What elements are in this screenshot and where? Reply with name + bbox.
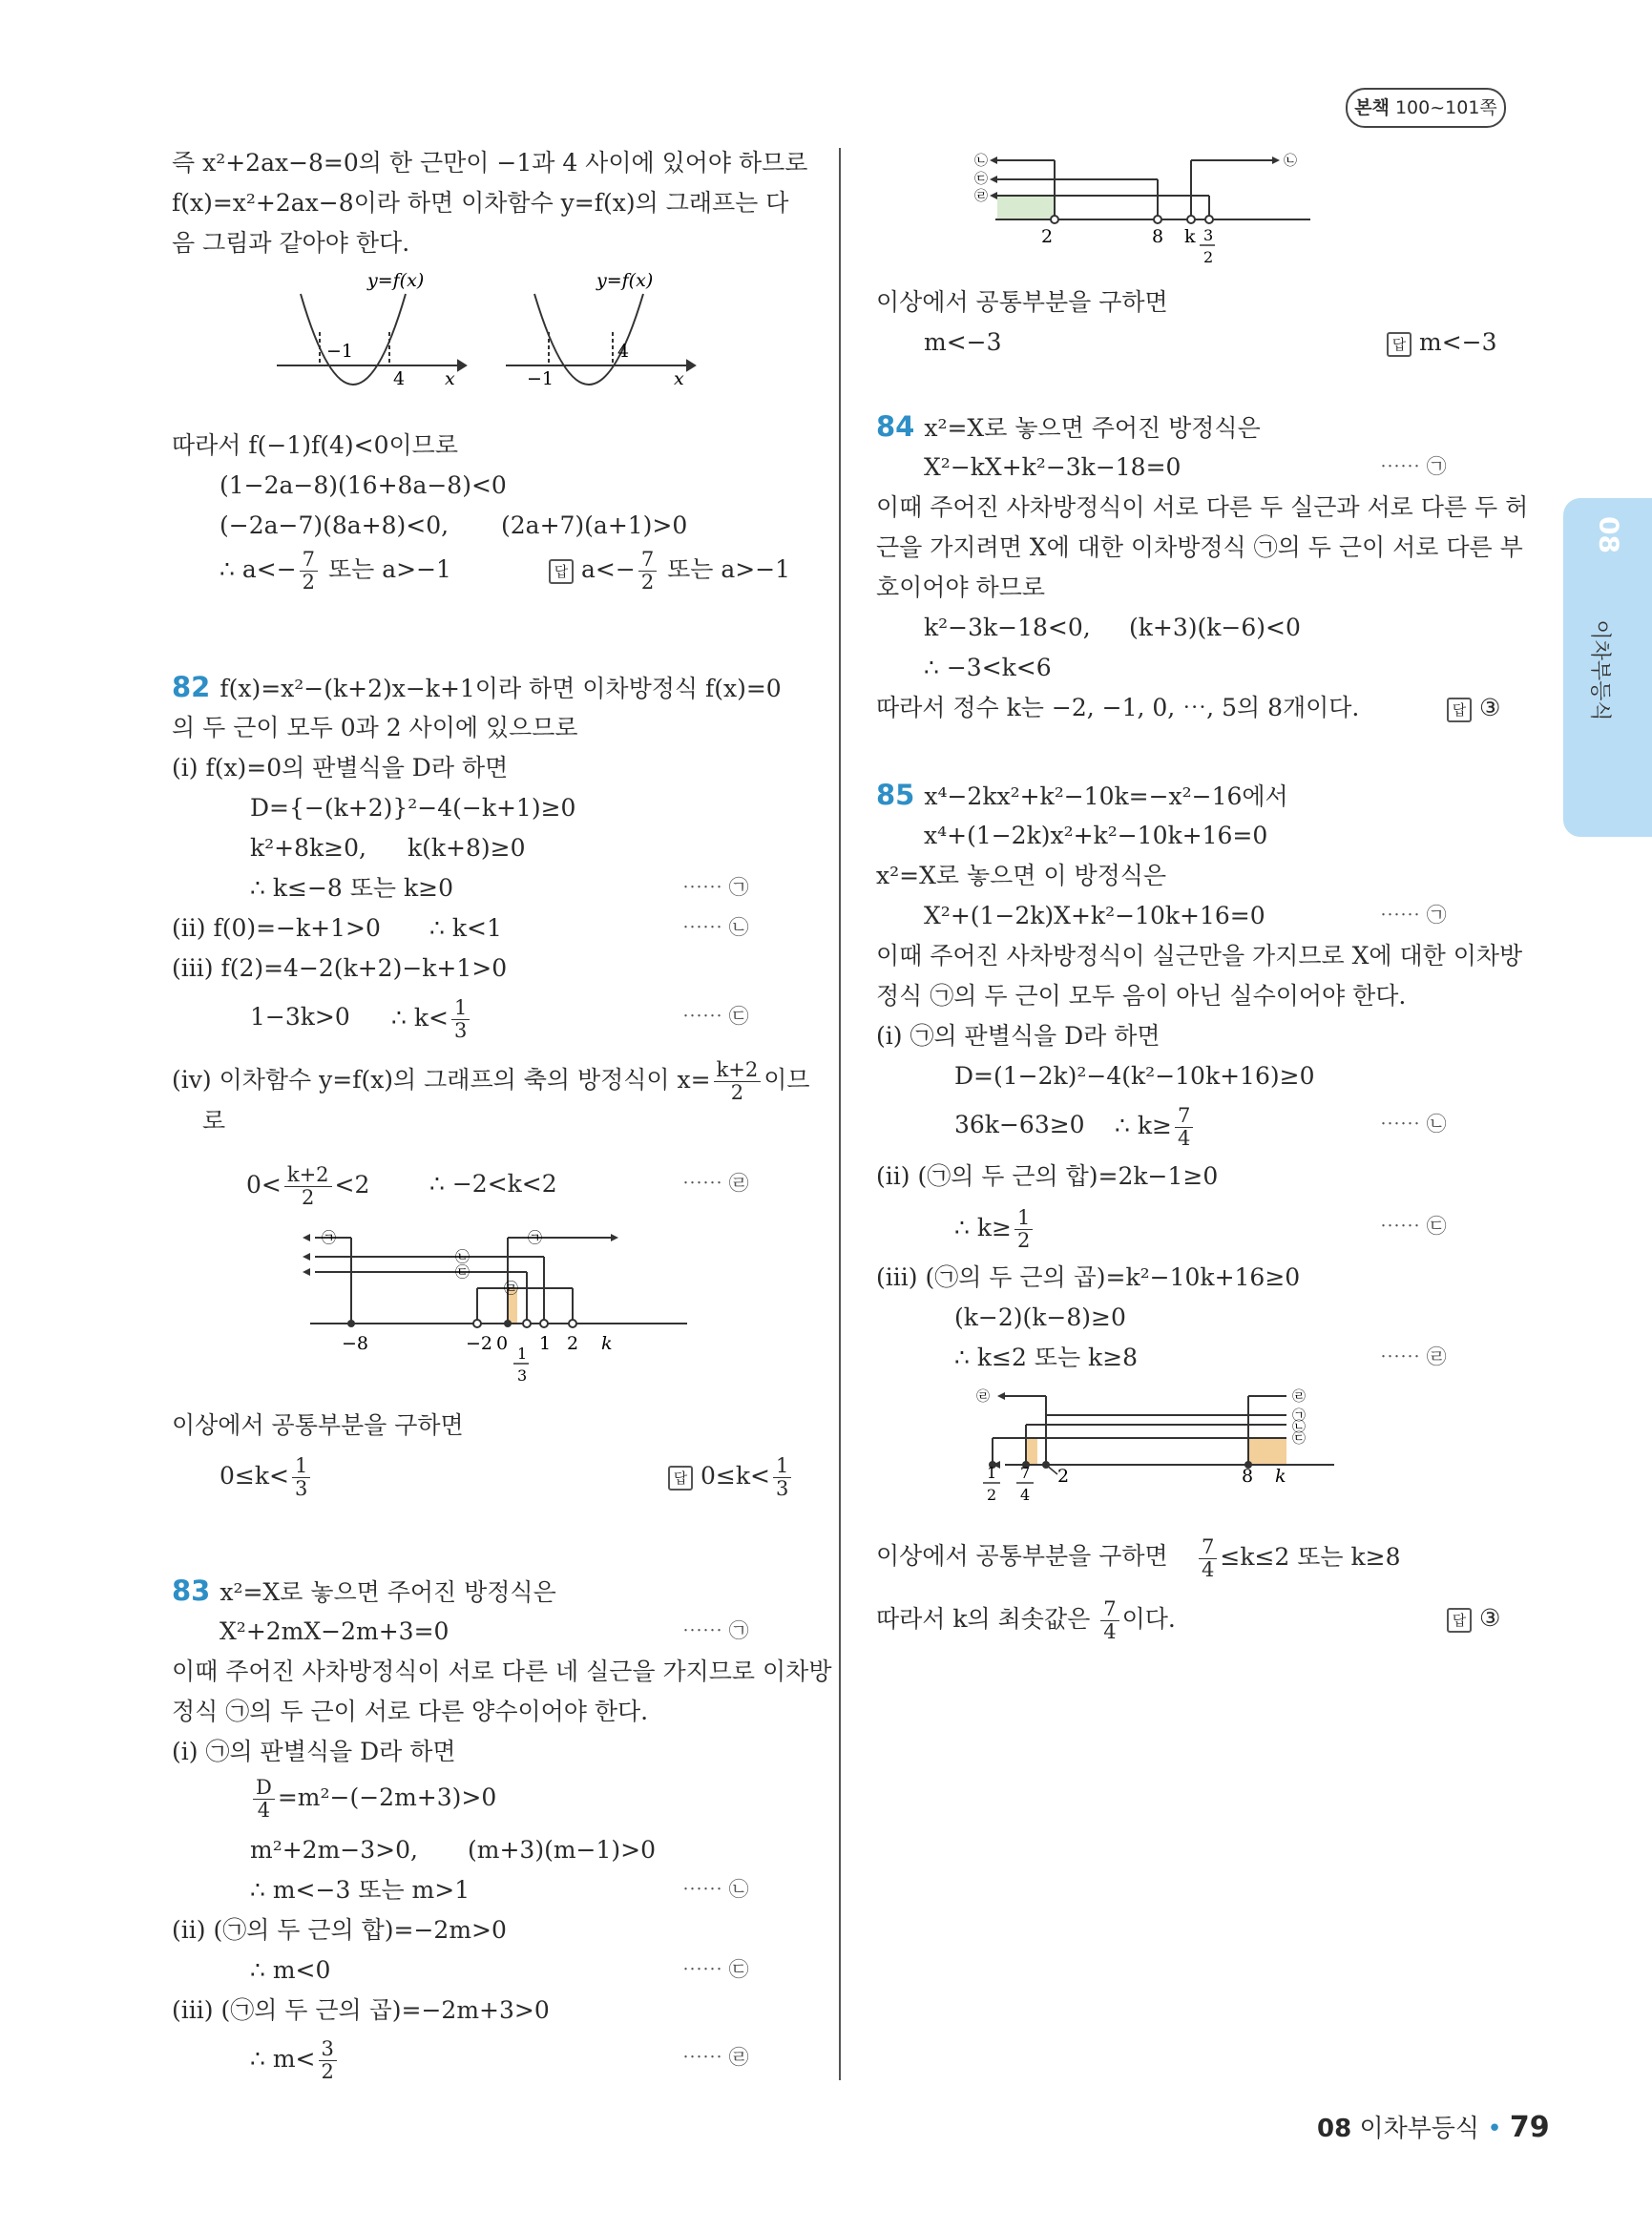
math-line: X²+(1−2k)X+k²−10k+16=0 [924,902,1265,929]
math-line: (ii) (㉠의 두 근의 합)=2k−1≥0 [876,1162,1219,1190]
svg-text:㉢: ㉢ [974,172,988,187]
math-line: ∴ m<−3 또는 m>1 [250,1876,471,1904]
text-line: (i) ㉠의 판별식을 D라 하면 [876,1022,1161,1050]
svg-text:k: k [1275,1466,1286,1487]
svg-text:㉡: ㉡ [1292,1420,1306,1435]
math-line: (−2a−7)(8a+8)<0, [220,511,450,539]
tick-label: −1 [326,341,354,362]
math-line: $\frac{D}{4}$ =m²−(−2m+3)>0 [250,1777,496,1822]
chapter-side-tab[interactable] [1563,498,1652,837]
math-line: ∴ a<− $\frac{7}{2}$ 또는 a>−1 [220,548,451,594]
svg-text:㉢: ㉢ [1292,1431,1306,1447]
svg-text:2: 2 [1057,1466,1070,1487]
math-line: X²−kX+k²−3k−18=0 [924,453,1181,481]
svg-text:㉠: ㉠ [528,1229,543,1246]
equation-tag: ⋯⋯ ㉣ [682,2046,749,2069]
math-line: ∴ m<0 [250,1956,331,1984]
text-line: 따라서 정수 k는 −2, −1, 0, ⋯, 5의 8개이다. [876,694,1360,721]
left-column [172,0,832,2099]
svg-text:3: 3 [517,1366,528,1385]
problem-83-heading: 83 x²=X로 놓으면 주어진 방정식은 [172,1574,556,1607]
math-line: D=(1−2k)²−4(k²−10k+16)≥0 [954,1062,1315,1090]
text-line: 이때 주어진 사차방정식이 서로 다른 네 실근을 가지므로 이차방 [172,1658,832,1685]
math-line: k²−3k−18<0, [924,614,1091,641]
math-line: k(k+8)≥0 [408,834,526,862]
equation-tag: ⋯⋯ ㉠ [1380,455,1447,478]
math-line: (m+3)(m−1)>0 [468,1836,656,1864]
svg-text:3: 3 [1203,226,1214,244]
number-line-85 [976,1379,1372,1512]
text-line: 따라서 f(−1)f(4)<0이므로 [172,431,458,459]
math-line: (k+3)(k−6)<0 [1129,614,1301,641]
svg-text:㉣: ㉣ [1292,1389,1306,1405]
svg-text:㉡: ㉡ [974,154,988,169]
page-footer: 08 이차부등식 • 79 [1317,2111,1550,2144]
math-line: ∴ k< $\frac{1}{3}$ [391,997,472,1042]
text-line: 근을 가지려면 X에 대한 이차방정식 ㉠의 두 근이 서로 다른 부 [876,533,1523,561]
svg-text:−8: −8 [342,1333,369,1354]
equation-tag: ⋯⋯ ㉠ [682,1619,749,1642]
svg-text:㉡: ㉡ [1284,154,1297,169]
math-line: 1−3k>0 [250,1003,350,1031]
svg-text:1: 1 [517,1345,528,1363]
number-line-83 [974,143,1339,272]
equation-tag: ⋯⋯ ㉢ [682,1958,749,1981]
svg-text:1: 1 [987,1464,997,1482]
axis-label: x [445,368,455,389]
equation-tag: ⋯⋯ ㉣ [1380,1345,1447,1368]
math-line: (iii) (㉠의 두 근의 곱)=−2m+3>0 [172,1996,550,2024]
problem-84-heading: 84 x²=X로 놓으면 주어진 방정식은 [876,410,1261,443]
equation-tag: ⋯⋯ ㉡ [682,916,749,939]
text-line: 즉 x²+2ax−8=0의 한 근만이 −1과 4 사이에 있어야 하므로 [172,149,808,177]
math-line: ∴ −3<k<6 [924,654,1052,681]
answer: 답 a<− $\frac{7}{2}$ 또는 a>−1 [549,549,790,594]
svg-text:0: 0 [496,1333,509,1354]
tick-label: 4 [617,341,630,362]
math-line: (k−2)(k−8)≥0 [954,1303,1126,1331]
svg-text:㉡: ㉡ [455,1248,471,1265]
math-line: ∴ k≤−8 또는 k≥0 [250,874,453,902]
svg-text:1: 1 [539,1333,552,1354]
text-line: 정식 ㉠의 두 근이 모두 음이 아닌 실수이어야 한다. [876,982,1407,1010]
svg-text:8: 8 [1242,1466,1254,1487]
right-column [876,0,1529,2099]
equation-tag: ⋯⋯ ㉠ [1380,904,1447,927]
svg-text:2: 2 [1203,248,1214,266]
math-line: (ii) f(0)=−k+1>0 [172,914,381,942]
svg-text:4: 4 [1020,1486,1031,1504]
math-line: (iii) (㉠의 두 근의 곱)=k²−10k+16≥0 [876,1263,1301,1291]
math-line: ∴ k≥ $\frac{7}{4}$ [1115,1105,1196,1150]
math-line: $\frac{7}{4}$ ≤k≤2 또는 k≥8 [1196,1536,1401,1581]
svg-text:㉣: ㉣ [974,189,988,204]
axis-label: x [674,368,684,389]
math-line: (iii) f(2)=4−2(k+2)−k+1>0 [172,954,508,982]
math-line: k²+8k≥0, [250,834,366,862]
answer: 답 ③ [1447,688,1500,727]
text-line: 이때 주어진 사차방정식이 실근만을 가지므로 X에 대한 이차방 [876,942,1523,970]
svg-text:2: 2 [987,1486,997,1504]
text-line: 정식 ㉠의 두 근이 서로 다른 양수이어야 한다. [172,1698,649,1725]
svg-text:㉣: ㉣ [976,1389,990,1405]
text-line: 의 두 근이 모두 0과 2 사이에 있으므로 [172,714,578,741]
parabola-graphs [277,265,687,418]
number-line-82 [305,1221,706,1384]
svg-text:k: k [1184,226,1196,247]
math-line: ∴ k≤2 또는 k≥8 [954,1344,1139,1371]
text-line: 이상에서 공통부분을 구하면 [172,1411,464,1439]
text-line: 이때 주어진 사차방정식이 서로 다른 두 실근과 서로 다른 두 허 [876,493,1529,521]
svg-text:㉠: ㉠ [1292,1408,1306,1424]
equation-tag: ⋯⋯ ㉢ [682,1005,749,1028]
svg-text:2: 2 [567,1333,579,1354]
svg-text:㉢: ㉢ [455,1263,471,1281]
equation-tag: ⋯⋯ ㉡ [1380,1113,1447,1136]
text-line: (i) f(x)=0의 판별식을 D라 하면 [172,754,509,782]
math-line: (2a+7)(a+1)>0 [501,511,688,539]
math-line: X²+2mX−2m+3=0 [220,1617,450,1645]
problem-82-heading: 82 f(x)=x²−(k+2)x−k+1이라 하면 이차방정식 f(x)=0 [172,671,782,703]
equation-tag: ⋯⋯ ㉢ [1380,1215,1447,1238]
math-line: 0< $\frac{k+2}{2}$ <2 [246,1163,370,1209]
math-line: ∴ −2<k<2 [429,1170,557,1198]
text-line: 이상에서 공통부분을 구하면 [876,288,1168,316]
text-line: 이상에서 공통부분을 구하면 [876,1542,1168,1570]
text-line: 따라서 k의 최솟값은 $\frac{7}{4}$ 이다. [876,1597,1176,1643]
tick-label: 4 [393,368,406,389]
answer: 답 m<−3 [1387,323,1497,362]
svg-text:−2: −2 [466,1333,493,1354]
equation-tag: ⋯⋯ ㉡ [682,1878,749,1901]
answer: 답 ③ [1447,1598,1500,1637]
side-tab-label: 이차부등식 [1587,619,1612,721]
equation-tag: ⋯⋯ ㉣ [682,1172,749,1195]
text-line: 음 그림과 같아야 한다. [172,229,410,257]
math-line: m<−3 [924,328,1002,356]
math-line: 36k−63≥0 [954,1111,1085,1138]
math-line: (iv) 이차함수 y=f(x)의 그래프의 축의 방정식이 x= $\frac{k+2}{2}$ 이므 [172,1058,810,1104]
math-line: m²+2m−3>0, [250,1836,418,1864]
svg-text:7: 7 [1020,1464,1031,1482]
svg-text:k: k [601,1333,613,1354]
page-range-badge: 본책 100~101쪽 [1346,88,1506,128]
text-line: 로 [202,1107,226,1135]
tick-label: −1 [527,368,554,389]
graph-label: y=f(x) [596,270,654,291]
svg-text:2: 2 [1041,226,1054,247]
text-line: f(x)=x²+2ax−8이라 하면 이차함수 y=f(x)의 그래프는 다 [172,189,789,217]
math-line: (1−2a−8)(16+8a−8)<0 [220,471,507,499]
math-line: 0≤k< $\frac{1}{3}$ [220,1455,313,1500]
text-line: x²=X로 놓으면 이 방정식은 [876,862,1167,889]
problem-85-heading: 85 x⁴−2kx²+k²−10k=−x²−16에서 [876,779,1288,811]
side-tab-number: 08 [1593,516,1625,553]
svg-text:8: 8 [1152,226,1164,247]
text-line: 호이어야 하므로 [876,573,1045,601]
graph-label: y=f(x) [367,270,425,291]
math-line: (ii) (㉠의 두 근의 합)=−2m>0 [172,1916,507,1944]
math-line: ∴ m< $\frac{3}{2}$ [250,2038,340,2083]
math-line: D={−(k+2)}²−4(−k+1)≥0 [250,794,576,822]
math-line: ∴ k<1 [429,914,502,942]
text-line: (i) ㉠의 판별식을 D라 하면 [172,1738,456,1765]
answer: 답 0≤k< $\frac{1}{3}$ [668,1455,794,1500]
equation-tag: ⋯⋯ ㉠ [682,876,749,899]
svg-text:㉠: ㉠ [322,1229,337,1246]
column-divider [839,148,841,2080]
math-line: ∴ k≥ $\frac{1}{2}$ [954,1207,1035,1252]
math-line: x⁴+(1−2k)x²+k²−10k+16=0 [924,822,1268,849]
svg-text:㉣: ㉣ [504,1280,519,1297]
